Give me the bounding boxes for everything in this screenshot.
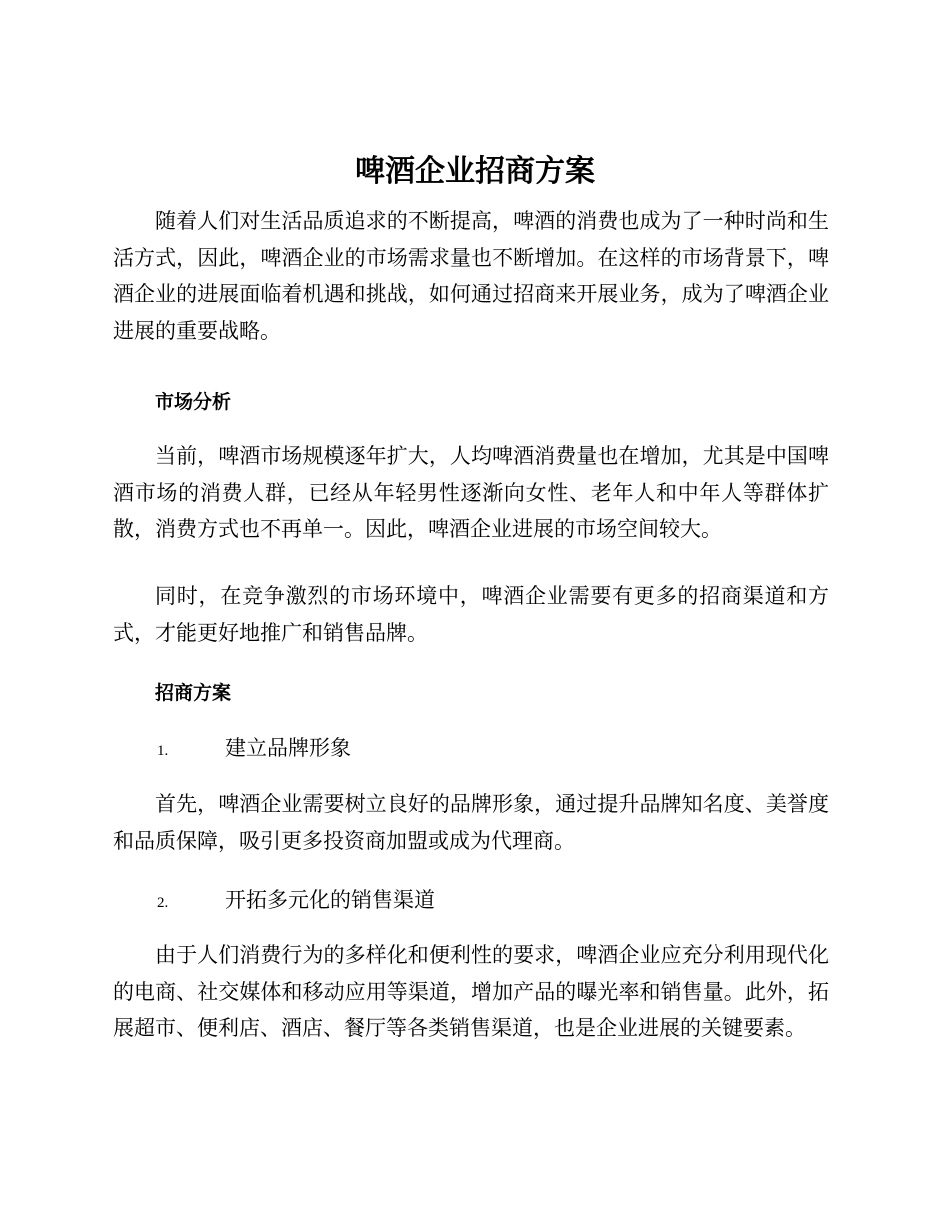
section-heading-plan: 招商方案 xyxy=(155,682,232,704)
list-item-title: 开拓多元化的销售渠道 xyxy=(225,888,435,912)
document-title: 啤酒企业招商方案 xyxy=(355,154,595,189)
plan-item-2-paragraph: 由于人们消费行为的多样化和便利性的要求，啤酒企业应充分利用现代化的电商、社交媒体和移动应用等渠道，增加产品的曝光率和销售量。此外，拓展超市、便利店、酒店、餐厅等各类销售渠道，也是企业进展的关键要素。 xyxy=(113,943,829,1040)
section-heading-market-analysis: 市场分析 xyxy=(155,391,232,413)
plan-item-1-paragraph: 首先，啤酒企业需要树立良好的品牌形象，通过提升品牌知名度、美誉度和品质保障，吸引更多投资商加盟或成为代理商。 xyxy=(113,792,829,853)
list-item-title: 建立品牌形象 xyxy=(225,736,351,760)
list-item-2 xyxy=(157,885,435,918)
list-item-1 xyxy=(157,733,351,766)
list-item-number: 1. xyxy=(157,743,169,759)
market-analysis-paragraph-1: 当前，啤酒市场规模逐年扩大，人均啤酒消费量也在增加，尤其是中国啤酒市场的消费人群，已经从年轻男性逐渐向女性、老年人和中年人等群体扩散，消费方式也不再单一。因此，啤酒企业进展的市场空间较大。 xyxy=(113,444,829,541)
market-analysis-paragraph-2: 同时，在竞争激烈的市场环境中，啤酒企业需要有更多的招商渠道和方式，才能更好地推广和销售品牌。 xyxy=(113,584,829,645)
intro-paragraph: 随着人们对生活品质追求的不断提高，啤酒的消费也成为了一种时尚和生活方式，因此，啤酒企业的市场需求量也不断增加。在这样的市场背景下，啤酒企业的进展面临着机遇和挑战，如何通过招商来开展业务，成为了啤酒企业进展的重要战略。 xyxy=(113,209,829,343)
list-item-number: 2. xyxy=(157,895,169,911)
